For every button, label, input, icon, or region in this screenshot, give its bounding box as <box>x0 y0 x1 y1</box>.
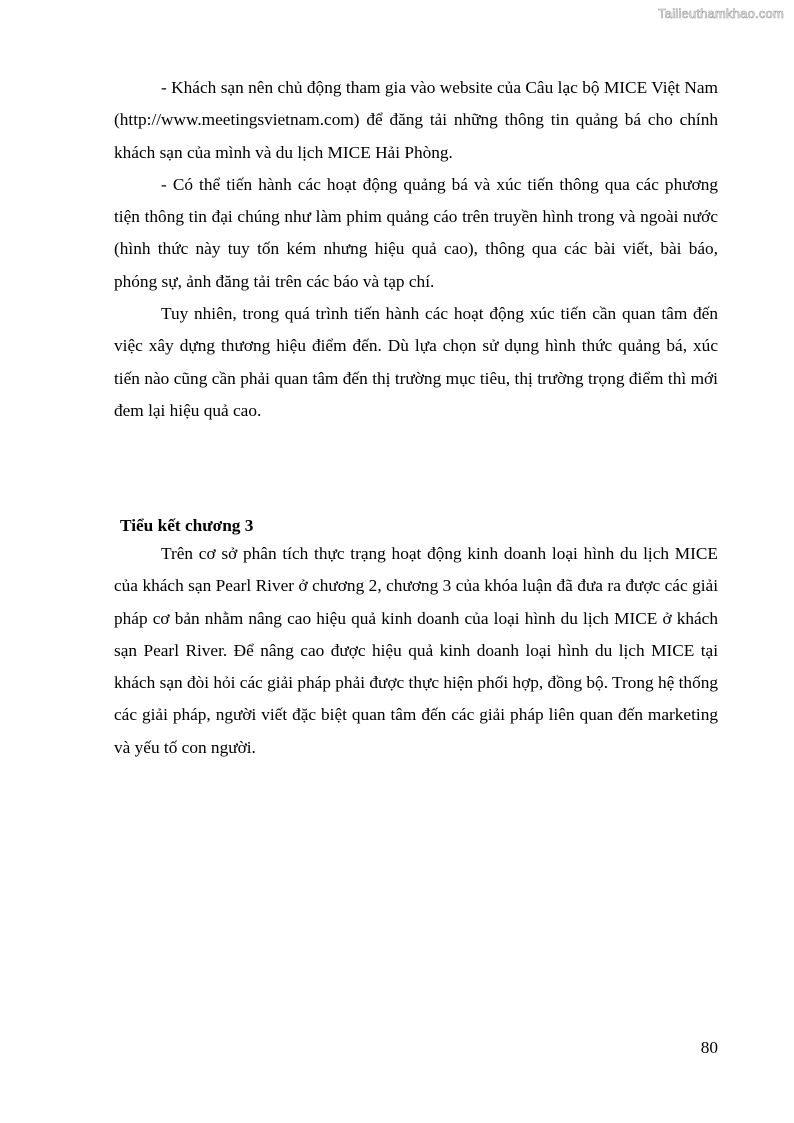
paragraph-mass-media-promotion: - Có thể tiến hành các hoạt động quảng bá và xúc tiến thông qua các phương tiện thông tin đại chúng như làm phim quảng cáo trên truyền hình trong và ngoài nước (hình thức này tuy tốn kém nhưng hiệu quả cao), thông qua các bài viết, bài báo, phóng sự, ảnh đăng tải trên các báo và tạp chí. <box>114 174 718 291</box>
watermark: Tailieuthamkhao.com <box>658 6 784 21</box>
chapter-summary <box>114 538 718 764</box>
body-text <box>114 72 718 427</box>
paragraph-website-participation: - Khách sạn nên chủ động tham gia vào website của Câu lạc bộ MICE Việt Nam (http://www.meetingsvietnam.com) để đăng tải những thông tin quảng bá cho chính khách sạn của mình và du lịch MICE Hải Phòng. <box>114 78 718 162</box>
page-number: 80 <box>700 1038 718 1057</box>
paragraph-destination-branding: Tuy nhiên, trong quá trình tiến hành các hoạt động xúc tiến cần quan tâm đến việc xây dựng thương hiệu điểm đến. Dù lựa chọn sử dụng hình thức quảng bá, xúc tiến nào cũng cần phải quan tâm đến thị trường mục tiêu, thị trường trọng điểm thì mới đem lại hiệu quả cao. <box>114 304 718 420</box>
section-heading: Tiểu kết chương 3 <box>120 516 254 535</box>
paragraph-chapter-summary: Trên cơ sở phân tích thực trạng hoạt động kinh doanh loại hình du lịch MICE của khách sạn Pearl River ở chương 2, chương 3 của khóa luận đã đưa ra được các giải pháp cơ bản nhằm nâng cao hiệu quả kinh doanh của loại hình du lịch MICE ở khách sạn Pearl River. Để nâng cao được hiệu quả kinh doanh loại hình du lịch MICE tại khách sạn đòi hỏi các giải pháp phải được thực hiện phối hợp, đồng bộ. Trong hệ thống các giải pháp, người viết đặc biệt quan tâm đến các giải pháp liên quan đến marketing và yếu tố con người. <box>114 544 718 757</box>
